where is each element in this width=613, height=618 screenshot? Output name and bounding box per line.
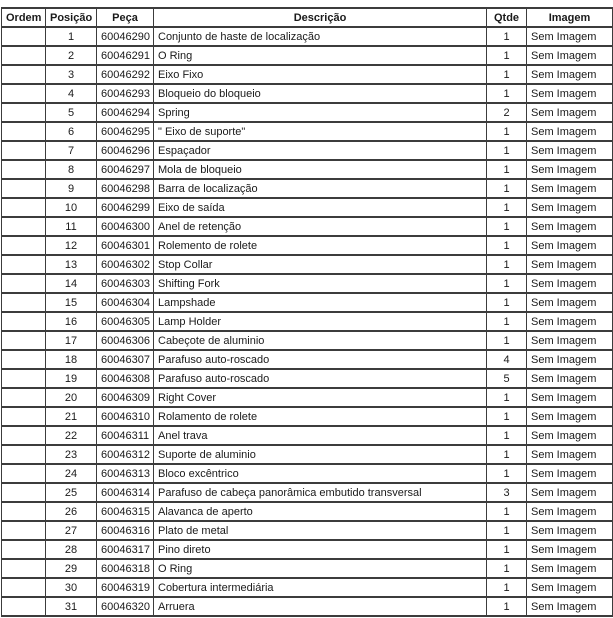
table-row: [2, 331, 613, 350]
cell-peca: 60046313: [97, 464, 154, 483]
cell-peca: 60046318: [97, 559, 154, 578]
cell-imagem: Sem Imagem: [527, 502, 613, 521]
table-row: [2, 369, 613, 388]
table-body: [2, 27, 613, 616]
cell-ordem: [2, 464, 46, 483]
table-row: [2, 46, 613, 65]
table-row: [2, 160, 613, 179]
cell-qtde: 1: [487, 122, 527, 141]
cell-ordem: [2, 65, 46, 84]
cell-ordem: [2, 236, 46, 255]
cell-descricao: Arruera: [154, 597, 487, 616]
cell-descricao: Barra de localização: [154, 179, 487, 198]
table-row: [2, 445, 613, 464]
cell-peca: 60046308: [97, 369, 154, 388]
cell-posicao: 21: [46, 407, 97, 426]
cell-imagem: Sem Imagem: [527, 369, 613, 388]
cell-qtde: 4: [487, 350, 527, 369]
cell-ordem: [2, 445, 46, 464]
cell-descricao: Stop Collar: [154, 255, 487, 274]
cell-descricao: Anel de retenção: [154, 217, 487, 236]
cell-peca: 60046306: [97, 331, 154, 350]
cell-descricao: " Eixo de suporte": [154, 122, 487, 141]
parts-table: [1, 7, 613, 617]
table-row: [2, 255, 613, 274]
column-header-descricao: Descrição: [154, 8, 487, 27]
cell-descricao: Cabeçote de aluminio: [154, 331, 487, 350]
cell-qtde: 3: [487, 483, 527, 502]
cell-peca: 60046315: [97, 502, 154, 521]
cell-descricao: Lampshade: [154, 293, 487, 312]
cell-ordem: [2, 350, 46, 369]
cell-imagem: Sem Imagem: [527, 217, 613, 236]
cell-imagem: Sem Imagem: [527, 578, 613, 597]
table-row: [2, 141, 613, 160]
cell-peca: 60046293: [97, 84, 154, 103]
cell-imagem: Sem Imagem: [527, 160, 613, 179]
cell-imagem: Sem Imagem: [527, 331, 613, 350]
cell-imagem: Sem Imagem: [527, 464, 613, 483]
cell-descricao: Rolamento de rolete: [154, 407, 487, 426]
cell-ordem: [2, 46, 46, 65]
cell-qtde: 1: [487, 540, 527, 559]
cell-ordem: [2, 179, 46, 198]
cell-imagem: Sem Imagem: [527, 122, 613, 141]
cell-qtde: 1: [487, 597, 527, 616]
cell-imagem: Sem Imagem: [527, 103, 613, 122]
cell-ordem: [2, 331, 46, 350]
cell-descricao: Parafuso auto-roscado: [154, 350, 487, 369]
cell-posicao: 7: [46, 141, 97, 160]
column-header-imagem: Imagem: [527, 8, 613, 27]
table-row: [2, 483, 613, 502]
cell-qtde: 1: [487, 141, 527, 160]
cell-qtde: 1: [487, 407, 527, 426]
table-row: [2, 578, 613, 597]
cell-descricao: Parafuso de cabeça panorâmica embutido transversal: [154, 483, 487, 502]
cell-qtde: 1: [487, 46, 527, 65]
table-row: [2, 236, 613, 255]
cell-posicao: 6: [46, 122, 97, 141]
cell-ordem: [2, 540, 46, 559]
cell-descricao: O Ring: [154, 46, 487, 65]
cell-imagem: Sem Imagem: [527, 597, 613, 616]
cell-imagem: Sem Imagem: [527, 559, 613, 578]
cell-posicao: 19: [46, 369, 97, 388]
cell-descricao: Right Cover: [154, 388, 487, 407]
cell-ordem: [2, 426, 46, 445]
cell-ordem: [2, 255, 46, 274]
cell-qtde: 1: [487, 464, 527, 483]
cell-qtde: 1: [487, 27, 527, 46]
cell-imagem: Sem Imagem: [527, 483, 613, 502]
cell-peca: 60046319: [97, 578, 154, 597]
cell-imagem: Sem Imagem: [527, 274, 613, 293]
cell-peca: 60046298: [97, 179, 154, 198]
cell-peca: 60046299: [97, 198, 154, 217]
column-header-qtde: Qtde: [487, 8, 527, 27]
cell-imagem: Sem Imagem: [527, 141, 613, 160]
cell-qtde: 5: [487, 369, 527, 388]
cell-posicao: 1: [46, 27, 97, 46]
cell-qtde: 1: [487, 331, 527, 350]
column-header-peca: Peça: [97, 8, 154, 27]
cell-ordem: [2, 160, 46, 179]
cell-descricao: Eixo de saída: [154, 198, 487, 217]
cell-descricao: Espaçador: [154, 141, 487, 160]
cell-ordem: [2, 578, 46, 597]
cell-imagem: Sem Imagem: [527, 236, 613, 255]
cell-descricao: Bloco excêntrico: [154, 464, 487, 483]
cell-peca: 60046309: [97, 388, 154, 407]
cell-ordem: [2, 141, 46, 160]
cell-imagem: Sem Imagem: [527, 198, 613, 217]
cell-imagem: Sem Imagem: [527, 46, 613, 65]
cell-imagem: Sem Imagem: [527, 540, 613, 559]
cell-qtde: 2: [487, 103, 527, 122]
table-row: [2, 540, 613, 559]
table-row: [2, 407, 613, 426]
cell-posicao: 27: [46, 521, 97, 540]
table-row: [2, 464, 613, 483]
cell-peca: 60046297: [97, 160, 154, 179]
cell-qtde: 1: [487, 198, 527, 217]
cell-qtde: 1: [487, 388, 527, 407]
cell-posicao: 26: [46, 502, 97, 521]
cell-peca: 60046290: [97, 27, 154, 46]
cell-descricao: Bloqueio do bloqueio: [154, 84, 487, 103]
cell-imagem: Sem Imagem: [527, 312, 613, 331]
cell-posicao: 3: [46, 65, 97, 84]
cell-ordem: [2, 521, 46, 540]
cell-posicao: 15: [46, 293, 97, 312]
cell-peca: 60046304: [97, 293, 154, 312]
cell-peca: 60046317: [97, 540, 154, 559]
cell-descricao: O Ring: [154, 559, 487, 578]
cell-qtde: 1: [487, 179, 527, 198]
cell-posicao: 24: [46, 464, 97, 483]
cell-qtde: 1: [487, 293, 527, 312]
cell-peca: 60046312: [97, 445, 154, 464]
cell-peca: 60046314: [97, 483, 154, 502]
cell-posicao: 14: [46, 274, 97, 293]
cell-qtde: 1: [487, 65, 527, 84]
cell-descricao: Plato de metal: [154, 521, 487, 540]
cell-descricao: Rolemento de rolete: [154, 236, 487, 255]
cell-imagem: Sem Imagem: [527, 426, 613, 445]
cell-qtde: 1: [487, 255, 527, 274]
cell-descricao: Spring: [154, 103, 487, 122]
cell-descricao: Anel trava: [154, 426, 487, 445]
cell-descricao: Eixo Fixo: [154, 65, 487, 84]
cell-imagem: Sem Imagem: [527, 293, 613, 312]
cell-peca: 60046295: [97, 122, 154, 141]
table-row: [2, 426, 613, 445]
cell-qtde: 1: [487, 502, 527, 521]
cell-ordem: [2, 274, 46, 293]
cell-descricao: Mola de bloqueio: [154, 160, 487, 179]
cell-descricao: Parafuso auto-roscado: [154, 369, 487, 388]
cell-qtde: 1: [487, 217, 527, 236]
cell-qtde: 1: [487, 84, 527, 103]
cell-posicao: 16: [46, 312, 97, 331]
cell-imagem: Sem Imagem: [527, 388, 613, 407]
cell-posicao: 23: [46, 445, 97, 464]
cell-posicao: 30: [46, 578, 97, 597]
cell-peca: 60046292: [97, 65, 154, 84]
cell-posicao: 17: [46, 331, 97, 350]
cell-qtde: 1: [487, 312, 527, 331]
cell-posicao: 28: [46, 540, 97, 559]
table-row: [2, 312, 613, 331]
cell-peca: 60046302: [97, 255, 154, 274]
table-row: [2, 521, 613, 540]
cell-peca: 60046303: [97, 274, 154, 293]
cell-posicao: 10: [46, 198, 97, 217]
cell-ordem: [2, 483, 46, 502]
table-row: [2, 293, 613, 312]
cell-imagem: Sem Imagem: [527, 84, 613, 103]
cell-ordem: [2, 502, 46, 521]
cell-posicao: 18: [46, 350, 97, 369]
cell-ordem: [2, 369, 46, 388]
cell-ordem: [2, 27, 46, 46]
cell-ordem: [2, 198, 46, 217]
cell-peca: 60046305: [97, 312, 154, 331]
cell-ordem: [2, 312, 46, 331]
cell-ordem: [2, 559, 46, 578]
cell-ordem: [2, 293, 46, 312]
cell-posicao: 20: [46, 388, 97, 407]
cell-peca: 60046311: [97, 426, 154, 445]
cell-posicao: 22: [46, 426, 97, 445]
cell-ordem: [2, 84, 46, 103]
cell-imagem: Sem Imagem: [527, 521, 613, 540]
column-header-ordem: Ordem: [2, 8, 46, 27]
cell-qtde: 1: [487, 559, 527, 578]
cell-imagem: Sem Imagem: [527, 179, 613, 198]
table-row: [2, 217, 613, 236]
cell-peca: 60046300: [97, 217, 154, 236]
table-row: [2, 388, 613, 407]
cell-qtde: 1: [487, 236, 527, 255]
cell-imagem: Sem Imagem: [527, 27, 613, 46]
table-row: [2, 84, 613, 103]
cell-peca: 60046294: [97, 103, 154, 122]
cell-peca: 60046316: [97, 521, 154, 540]
header-row: [2, 8, 613, 27]
table-row: [2, 274, 613, 293]
cell-posicao: 8: [46, 160, 97, 179]
table-row: [2, 179, 613, 198]
cell-imagem: Sem Imagem: [527, 65, 613, 84]
table-row: [2, 103, 613, 122]
table-row: [2, 27, 613, 46]
cell-peca: 60046310: [97, 407, 154, 426]
cell-imagem: Sem Imagem: [527, 350, 613, 369]
cell-imagem: Sem Imagem: [527, 255, 613, 274]
cell-descricao: Suporte de aluminio: [154, 445, 487, 464]
cell-posicao: 31: [46, 597, 97, 616]
column-header-posicao: Posição: [46, 8, 97, 27]
cell-qtde: 1: [487, 274, 527, 293]
cell-posicao: 13: [46, 255, 97, 274]
table-row: [2, 198, 613, 217]
cell-ordem: [2, 217, 46, 236]
cell-ordem: [2, 597, 46, 616]
cell-posicao: 9: [46, 179, 97, 198]
cell-posicao: 2: [46, 46, 97, 65]
cell-qtde: 1: [487, 160, 527, 179]
cell-qtde: 1: [487, 426, 527, 445]
cell-ordem: [2, 388, 46, 407]
cell-ordem: [2, 103, 46, 122]
table-row: [2, 559, 613, 578]
table-row: [2, 597, 613, 616]
cell-posicao: 5: [46, 103, 97, 122]
cell-peca: 60046301: [97, 236, 154, 255]
table-row: [2, 65, 613, 84]
table-row: [2, 502, 613, 521]
cell-peca: 60046307: [97, 350, 154, 369]
cell-ordem: [2, 407, 46, 426]
cell-peca: 60046291: [97, 46, 154, 65]
cell-peca: 60046296: [97, 141, 154, 160]
cell-descricao: Cobertura intermediária: [154, 578, 487, 597]
cell-descricao: Conjunto de haste de localização: [154, 27, 487, 46]
cell-descricao: Alavanca de aperto: [154, 502, 487, 521]
table-row: [2, 350, 613, 369]
cell-descricao: Lamp Holder: [154, 312, 487, 331]
cell-qtde: 1: [487, 521, 527, 540]
cell-qtde: 1: [487, 578, 527, 597]
cell-posicao: 4: [46, 84, 97, 103]
cell-imagem: Sem Imagem: [527, 445, 613, 464]
cell-descricao: Shifting Fork: [154, 274, 487, 293]
cell-imagem: Sem Imagem: [527, 407, 613, 426]
cell-posicao: 29: [46, 559, 97, 578]
cell-descricao: Pino direto: [154, 540, 487, 559]
cell-qtde: 1: [487, 445, 527, 464]
cell-posicao: 11: [46, 217, 97, 236]
table-header: [2, 8, 613, 27]
cell-posicao: 12: [46, 236, 97, 255]
table-row: [2, 122, 613, 141]
cell-posicao: 25: [46, 483, 97, 502]
cell-peca: 60046320: [97, 597, 154, 616]
cell-ordem: [2, 122, 46, 141]
